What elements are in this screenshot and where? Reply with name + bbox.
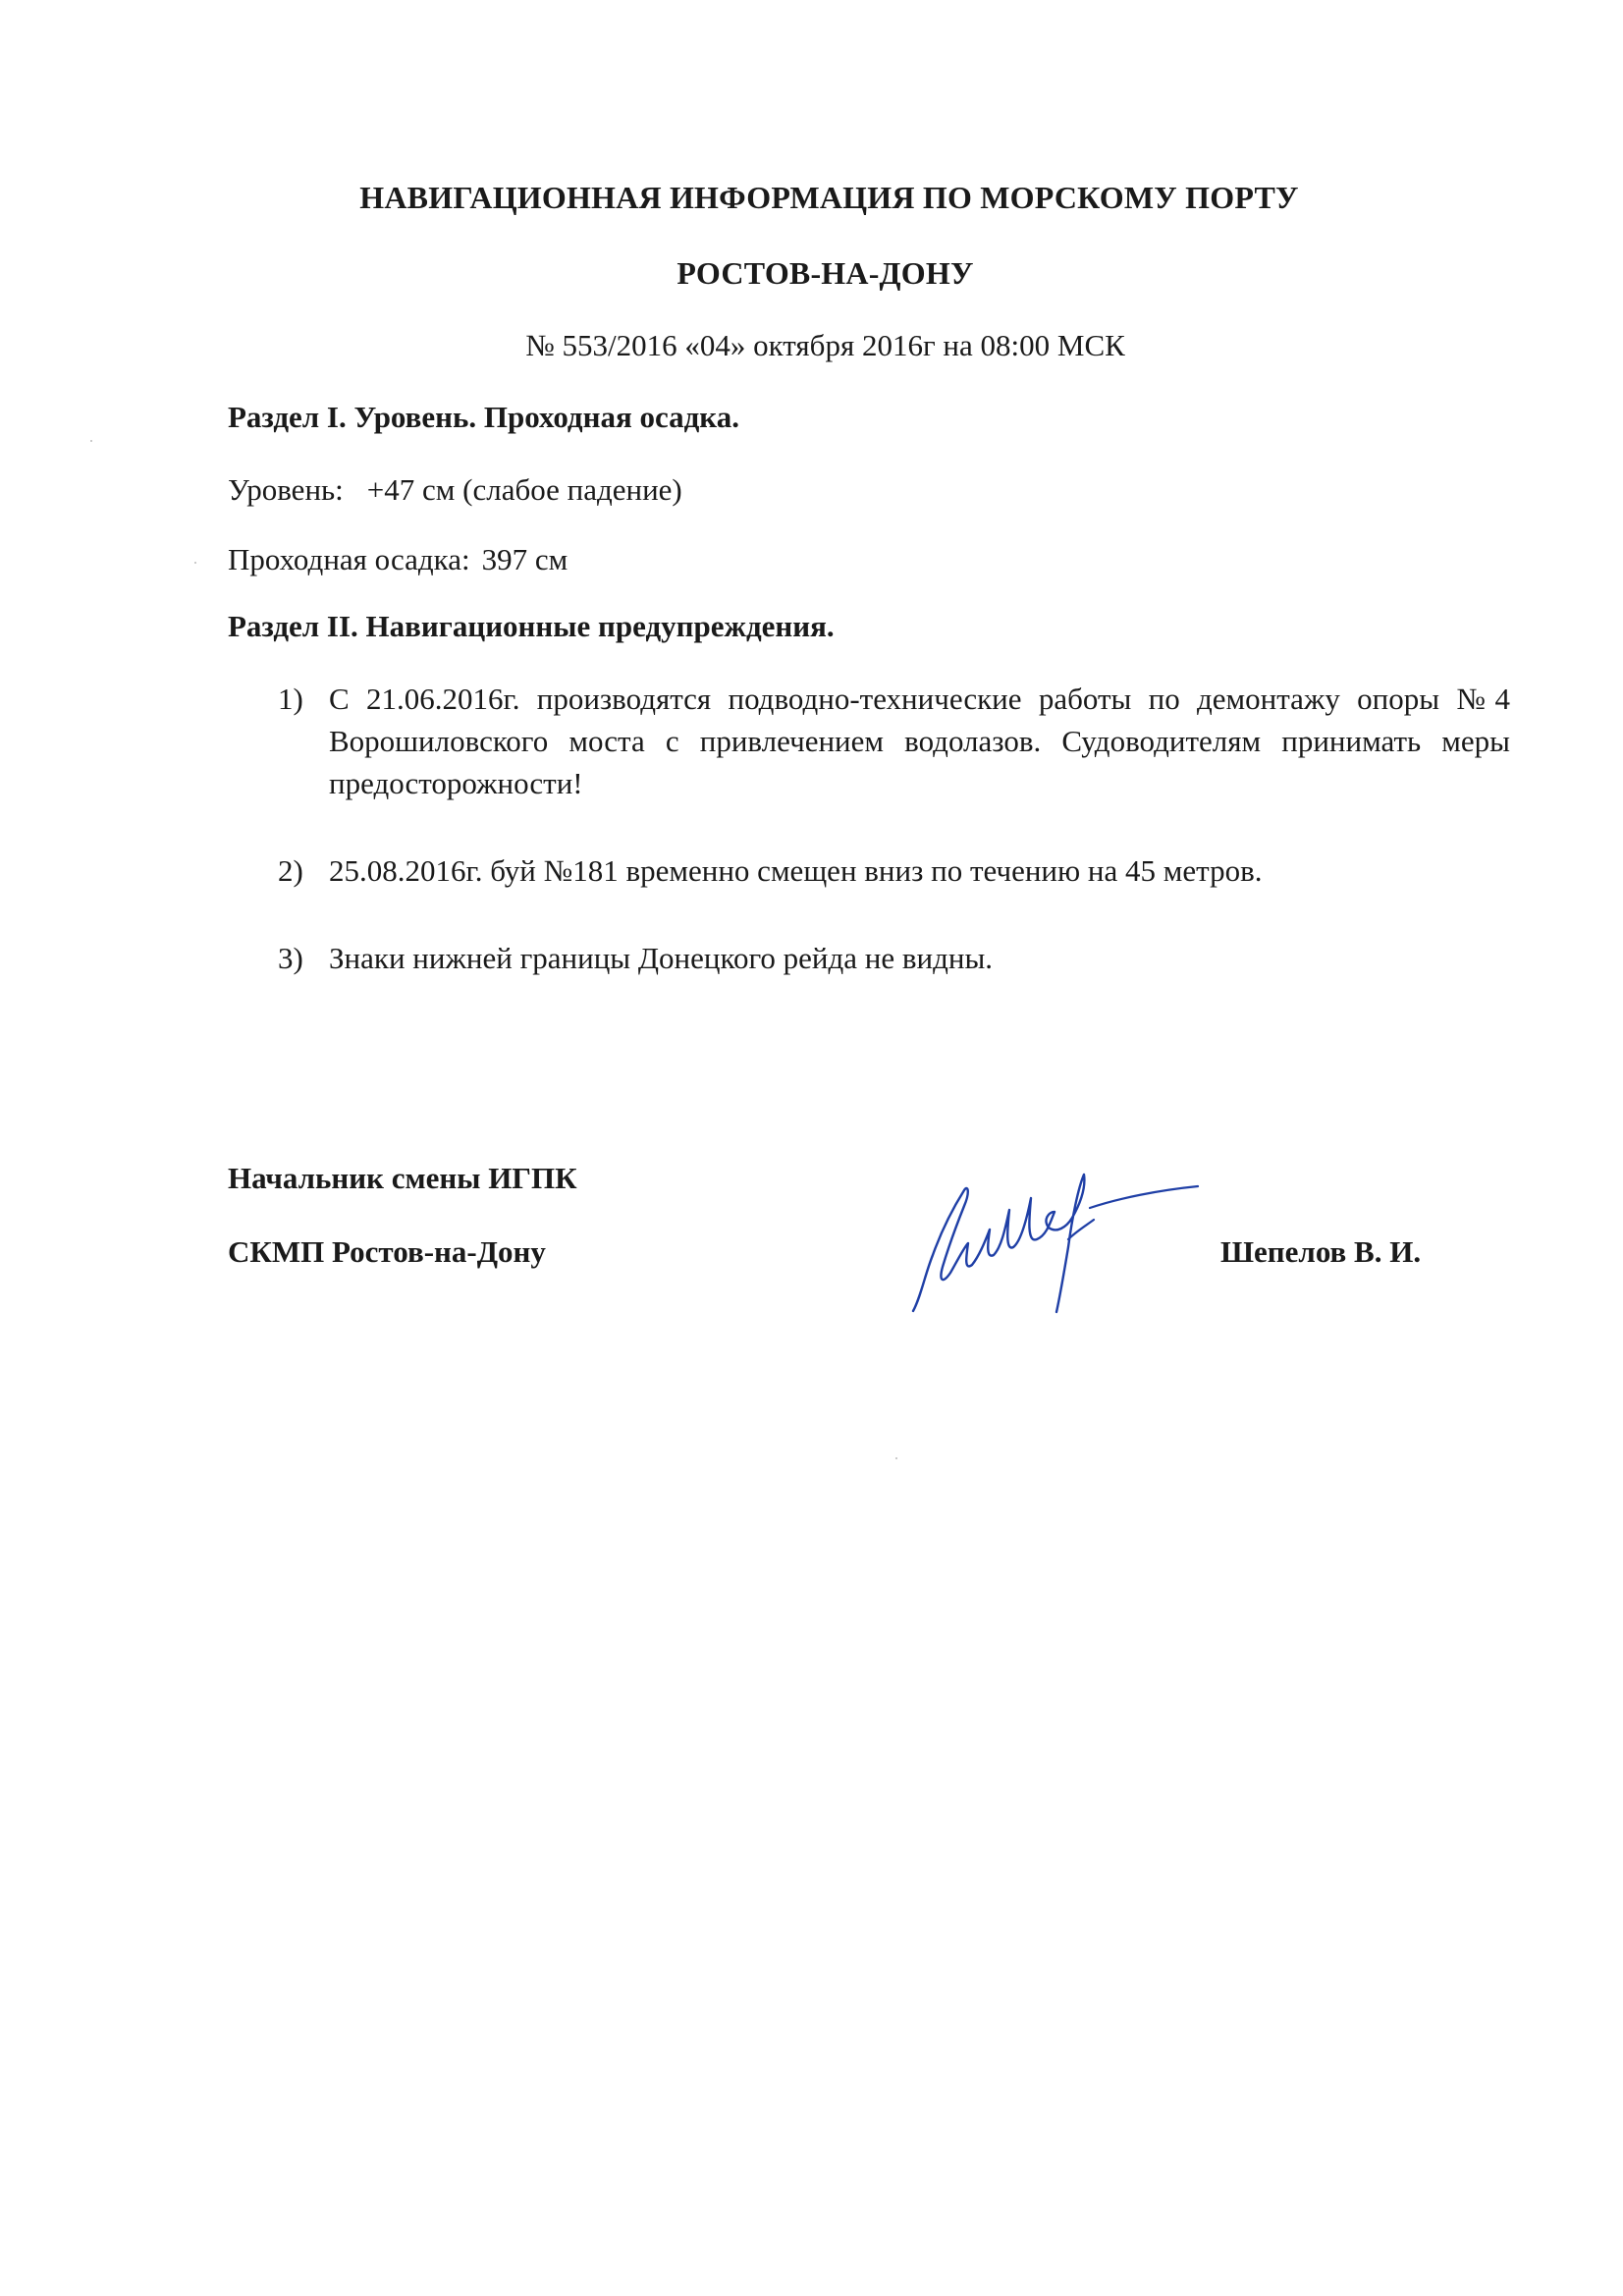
scan-speck xyxy=(194,562,196,564)
water-level-value: +47 см (слабое падение) xyxy=(366,472,682,507)
document-title-line-2: РОСТОВ-НА-ДОНУ xyxy=(676,255,974,291)
signatory-position-line-2: СКМП Ростов-на-Дону xyxy=(228,1234,546,1269)
warning-item xyxy=(278,849,1510,892)
warning-text: С 21.06.2016г. производятся подводно-технические работы по демонтажу опоры №4 Ворошиловского моста с привлечением водолазов. Судоводителям принимать меры предосторожности! xyxy=(329,682,1510,800)
signatory-name: Шепелов В. И. xyxy=(1220,1234,1422,1269)
warning-item xyxy=(278,678,1510,804)
warning-number: 1) xyxy=(278,682,303,716)
warnings-list xyxy=(278,678,1510,979)
document-number: № 553/2016 «04» октября 2016г на 08:00 МСК xyxy=(525,328,1125,362)
signatory-position-line-1: Начальник смены ИГПК xyxy=(228,1161,577,1195)
warning-number: 3) xyxy=(278,941,303,975)
water-level-label: Уровень: xyxy=(228,472,344,507)
handwritten-signature xyxy=(903,1149,1217,1326)
scan-speck xyxy=(90,440,92,442)
document-title-line-1: НАВИГАЦИОННАЯ ИНФОРМАЦИЯ ПО МОРСКОМУ ПОРТУ xyxy=(359,180,1299,215)
section-1-heading: Раздел I. Уровень. Проходная осадка. xyxy=(228,400,739,434)
signature-stroke xyxy=(913,1175,1084,1312)
warning-text: 25.08.2016г. буй №181 временно смещен вниз по течению на 45 метров. xyxy=(329,853,1263,888)
passing-draft-value: 397 см xyxy=(481,542,568,576)
passing-draft-line xyxy=(228,542,568,577)
warning-number: 2) xyxy=(278,853,303,888)
water-level-line xyxy=(228,472,682,508)
section-2-heading: Раздел II. Навигационные предупреждения. xyxy=(228,609,835,643)
signature-flourish xyxy=(1068,1186,1198,1239)
scan-speck xyxy=(895,1457,897,1459)
warning-item xyxy=(278,937,1510,979)
warning-text: Знаки нижней границы Донецкого рейда не видны. xyxy=(329,941,994,975)
passing-draft-label: Проходная осадка: xyxy=(228,542,470,576)
